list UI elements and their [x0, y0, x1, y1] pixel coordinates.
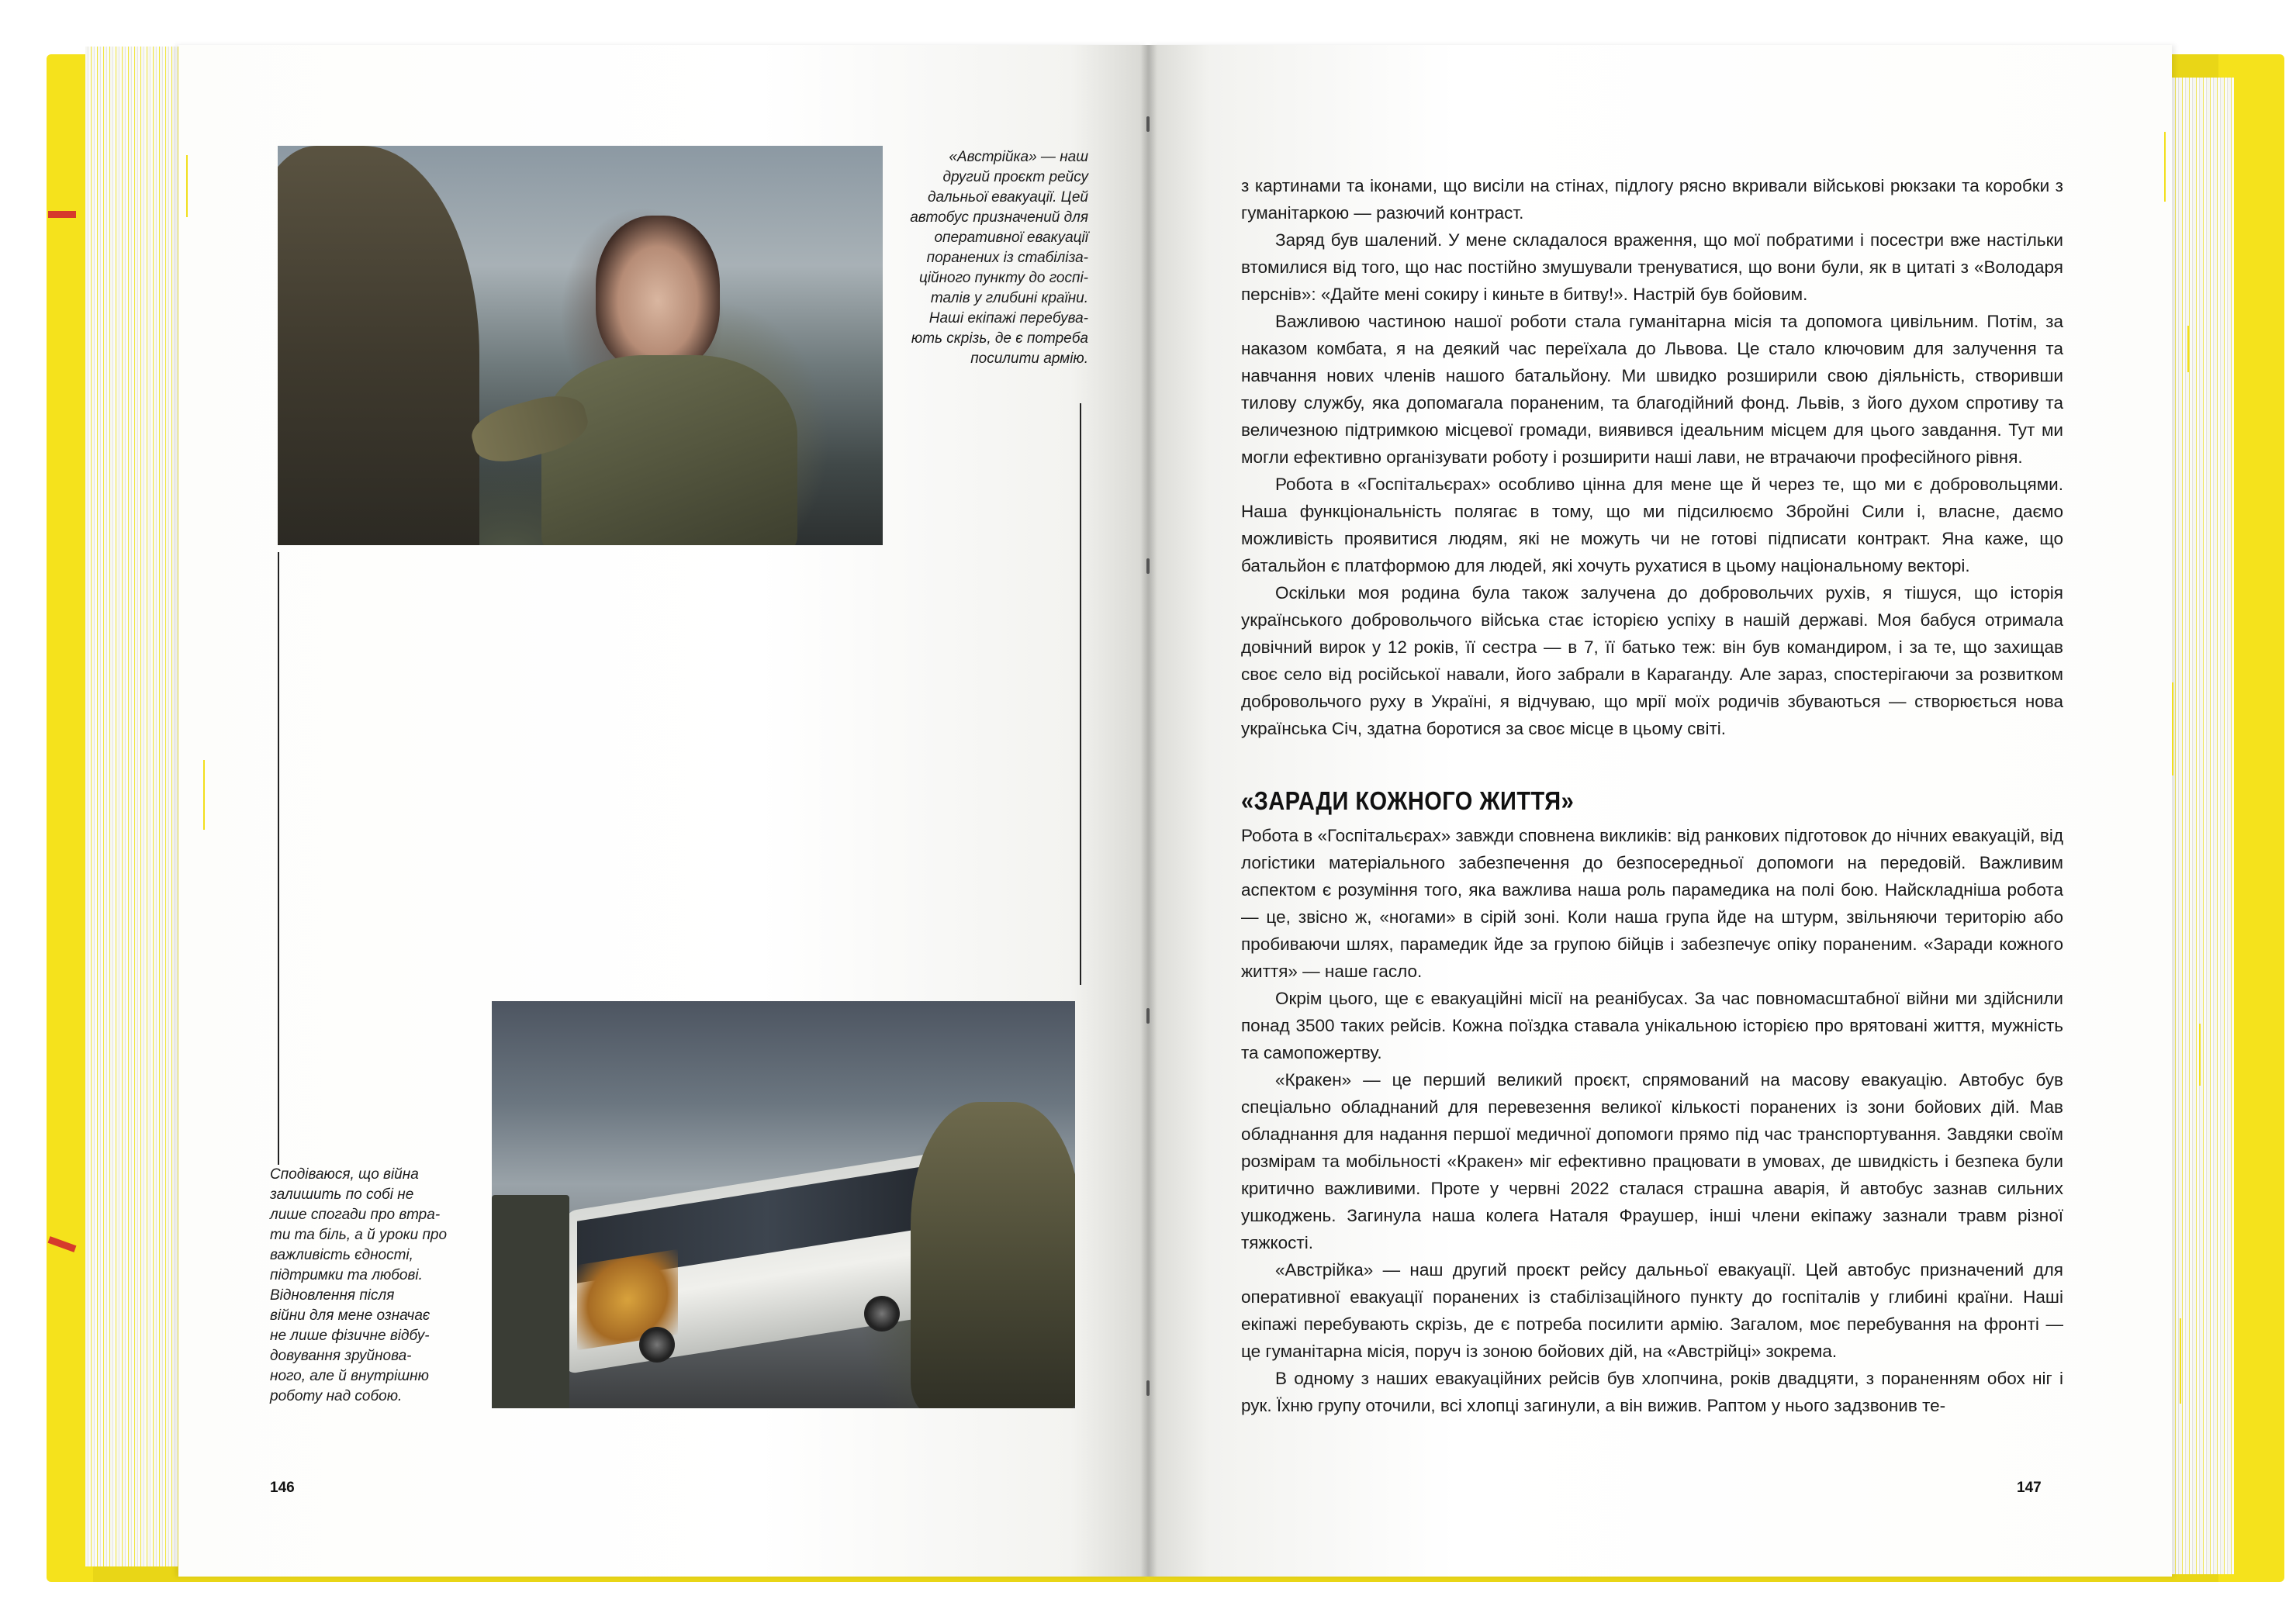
- book-gutter: [1140, 45, 1157, 1577]
- red-tab-mark: [48, 211, 76, 218]
- paragraph: «Австрійка» — наш другий проєкт рейсу дальньої евакуації. Цей автобус призначений для оперативної евакуації поранених із стабілізаційного пункту до госпіталів у глибині країни. Наші екіпажі перебувають скрізь, де є потреба посилити армію. Загалом, моє перебування на фронті — це гуманітарна місія, поруч із зоною бойових дій, на «Австрійці» зокрема.: [1241, 1260, 2063, 1361]
- paragraph: Робота в «Госпітальєрах» завжди сповнена викликів: від ранкових підготовок до нічних евакуацій, від логістики матеріального забезпечення до безпосередньої допомоги на передовій. Важливим аспектом є розуміння того, яка важлива наша роль парамедика на полі бою. Найскладніша робота — це, звісно ж, «ногами» в сірій зоні. Коли наша група йде на штурм, звільняючи територію або пробиваючи шлях, парамедик йде за групою бійців і забезпечує опіку пораненим. «Заради кожного життя» — наше гасло.: [1241, 826, 2063, 981]
- truck-left: [492, 1195, 569, 1408]
- yellow-thread: [2187, 326, 2189, 372]
- bus-wheel: [864, 1296, 900, 1332]
- soldier-foreground: [278, 146, 479, 545]
- body-text-top: [1241, 172, 2063, 742]
- yellow-thread: [2180, 1318, 2181, 1404]
- binding-stitch: [1146, 1380, 1150, 1396]
- paragraph: «Кракен» — це перший великий проєкт, спрямований на масову евакуацію. Автобус був спеціально обладнаний для перевезення великої кількості поранених із зони бойових дій. Мав обладнання для надання першої медичної допомоги прямо під час транспортування. Завдяки своїм розмірам та мобільності «Кракен» міг ефективно працювати в умовах, де швидкість і безпека були критично важливими. Проте у червні 2022 сталася страшна аварія, й автобус зазнав сильних ушкоджень. Загинула наша колега Наталя Фраушер, інші члени екіпажу зазнали травм різної тяжкості.: [1241, 1070, 2063, 1252]
- paragraph: Окрім цього, ще є евакуаційні місії на реанібусах. За час повномасштабної війни ми здійснили понад 3500 таких рейсів. Кожна поїздка ставала унікальною історією про врятовані життя, мужність та самопожертву.: [1241, 989, 2063, 1062]
- caption-rule-top: [1080, 403, 1081, 985]
- bus-wheel: [639, 1327, 675, 1363]
- binding-stitch: [1146, 558, 1150, 574]
- binding-stitch: [1146, 1008, 1150, 1024]
- binding-stitch: [1146, 116, 1150, 132]
- page-number-right: 147: [2017, 1480, 2042, 1496]
- paragraph: Робота в «Госпітальєрах» особливо цінна для мене ще й через те, що ми є добровольцями. Наша функціональність полягає в тому, що ми підсилюємо Збройні Сили і, власне, даємо можливість проявитися людям, які не можуть чи не готові підписати контракт. Яна каже, що батальйон є платформою для людей, які хочуть рухатися в цьому національному векторі.: [1241, 475, 2063, 575]
- body-text-bottom: [1241, 822, 2063, 1419]
- caption-rule-left: [278, 552, 279, 1165]
- paragraph: В одному з наших евакуаційних рейсів був хлопчина, років двадцяти, з пораненням обох ніг і рук. Їхню групу оточили, всі хлопці загинули, а він вижив. Раптом у нього задзвонив те-: [1241, 1369, 2063, 1415]
- caption-bottom: Сподіваюся, що війна залишить по собі не лише спогади про втра- ти та біль, а й уроки про важливість єдності, підтримки та любові. Відновлення після війни для мене означає не лише фізичне відбу- довування зруйнова- ного, але й внутрішню роботу над собою.: [270, 1166, 448, 1404]
- page-number-left: 146: [270, 1480, 295, 1496]
- caption-top: «Австрійка» — наш другий проєкт рейсу дальньої евакуації. Цей автобус призначений для оперативної евакуації поранених із стабіліза- ційного пункту до госпі- талів у глибині країни. Наші екіпажі перебува- ють скрізь, де є потреба посилити армію.: [910, 149, 1088, 367]
- paragraph: з картинами та іконами, що висіли на стінах, підлогу рясно вкривали військові рюкзаки та коробки з гуманітаркою — разючий контраст.: [1241, 176, 2063, 223]
- paragraph: Оскільки моя родина була також залучена до добровольчих рухів, я тішуся, що історія українського добровольчого війська стає історією успіху в нашій державі. Моя бабуся отримала довічний вирок у 12 років, її сестра — в 7, її батько теж: він був командиром, і за те, що захищав своє село від російської навали, його забрали в Караганду. Але зараз, спостерігаючи за розвитком добровольчого руху в Україні, я відчуваю, що мрії моїх родичів збуваються — створюється нова українська Січ, здатна боротися за своє місце в цьому світі.: [1241, 583, 2063, 738]
- paragraph: Заряд був шалений. У мене складалося враження, що мої побратими і посестри вже настільки втомилися від того, що нас постійно змушували тренуватися, що вони були, як в цитаті з «Володаря перснів»: «Дайте мені сокиру і киньте в битву!». Настрій був бойовим.: [1241, 230, 2063, 304]
- bus-photo: [492, 1001, 1075, 1408]
- yellow-thread: [2164, 132, 2166, 202]
- woman-figure: [596, 216, 720, 371]
- yellow-thread: [2199, 1024, 2201, 1086]
- paragraph: Важливою частиною нашої роботи стала гуманітарна місія та допомога цивільним. Потім, за наказом комбата, я на деякий час переїхала до Львова. Це стало ключовим для залучення та навчання нових членів нашого батальйону. Ми швидко розширили свою діяльність, створивши тилову службу, яка допомагала пораненим, та благодійний фонд. Львів, з його духом спротиву та величезною підтримкою місцевої громади, виявився ідеальним місцем для цього завдання. Тут ми могли ефективно організувати роботу і розширити наші лави, не втрачаючи професійного рівня.: [1241, 312, 2063, 467]
- yellow-thread: [203, 760, 205, 830]
- yellow-thread: [2172, 682, 2173, 775]
- section-heading: «ЗАРАДИ КОЖНОГО ЖИТТЯ»: [1241, 786, 1575, 815]
- yellow-thread: [186, 155, 188, 217]
- soldier-figure: [911, 1102, 1075, 1408]
- portrait-photo: [278, 146, 883, 545]
- woman-uniform: [541, 355, 797, 545]
